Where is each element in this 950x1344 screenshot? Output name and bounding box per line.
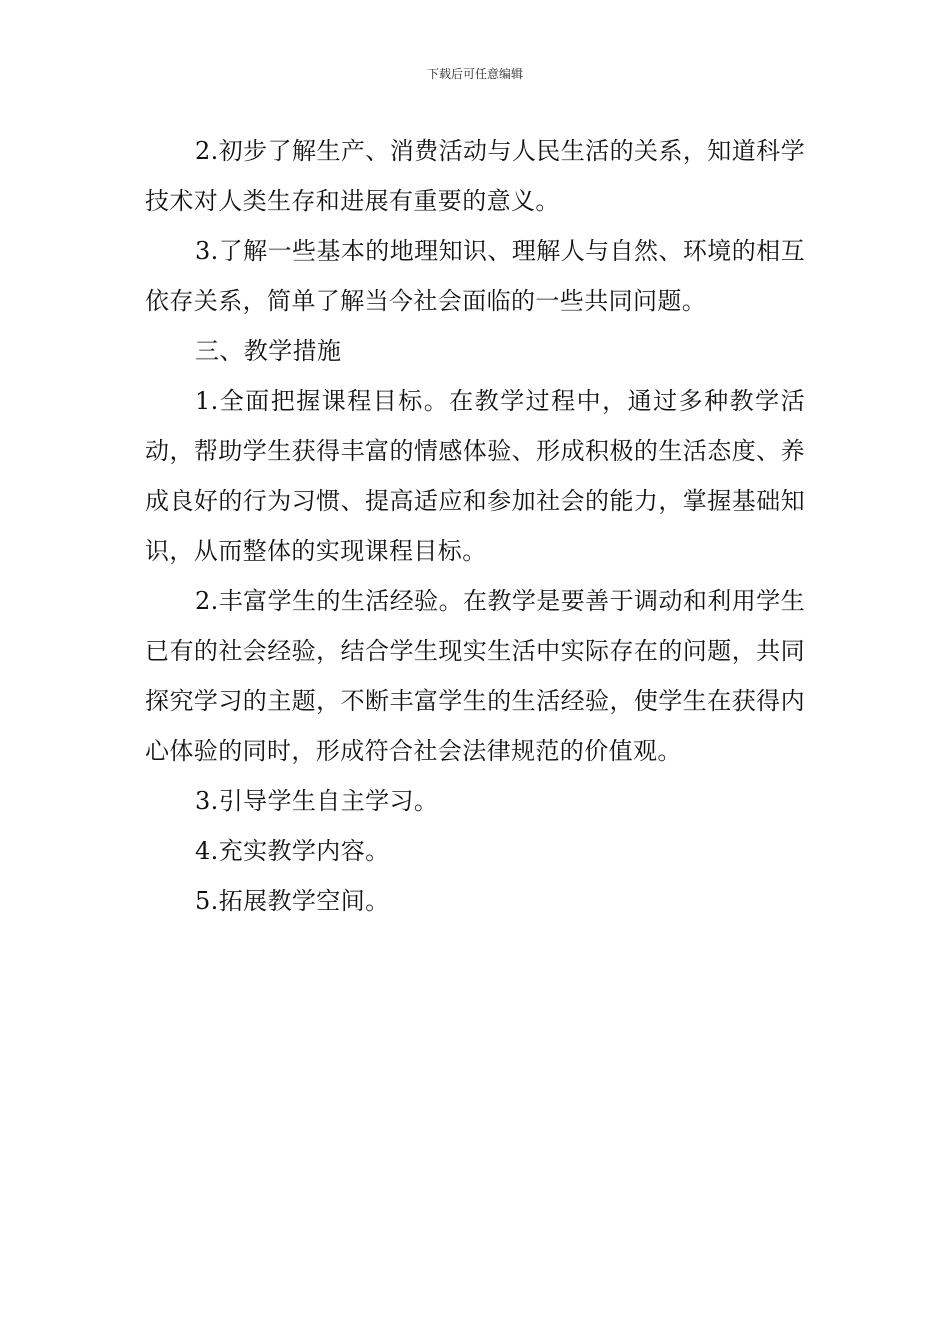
paragraph-measure-3: 3.引导学生自主学习。 [195, 787, 439, 815]
section-heading-teaching-measures: 三、教学措施 [195, 337, 342, 365]
document-body [145, 126, 805, 926]
paragraph-measure-2: 2.丰富学生的生活经验。在教学是要善于调动和利用学生已有的社会经验，结合学生现实生活中实际存在的问题，共同探究学习的主题，不断丰富学生的生活经验，使学生在获得内心体验的同时，形成符合社会法律规范的价值观。 [145, 587, 805, 765]
paragraph-measure-1: 1.全面把握课程目标。在教学过程中，通过多种教学活动，帮助学生获得丰富的情感体验、形成积极的生活态度、养成良好的行为习惯、提高适应和参加社会的能力，掌握基础知识，从而整体的实现课程目标。 [145, 387, 805, 565]
page-header: 下载后可任意编辑 [426, 67, 523, 81]
paragraph-measure-4: 4.充实教学内容。 [195, 837, 390, 865]
paragraph-measure-5: 5.拓展教学空间。 [195, 887, 390, 915]
paragraph-goal-2: 2.初步了解生产、消费活动与人民生活的关系，知道科学技术对人类生存和进展有重要的意义。 [145, 137, 805, 215]
paragraph-goal-3: 3.了解一些基本的地理知识、理解人与自然、环境的相互依存关系，简单了解当今社会面临的一些共同问题。 [145, 237, 805, 315]
